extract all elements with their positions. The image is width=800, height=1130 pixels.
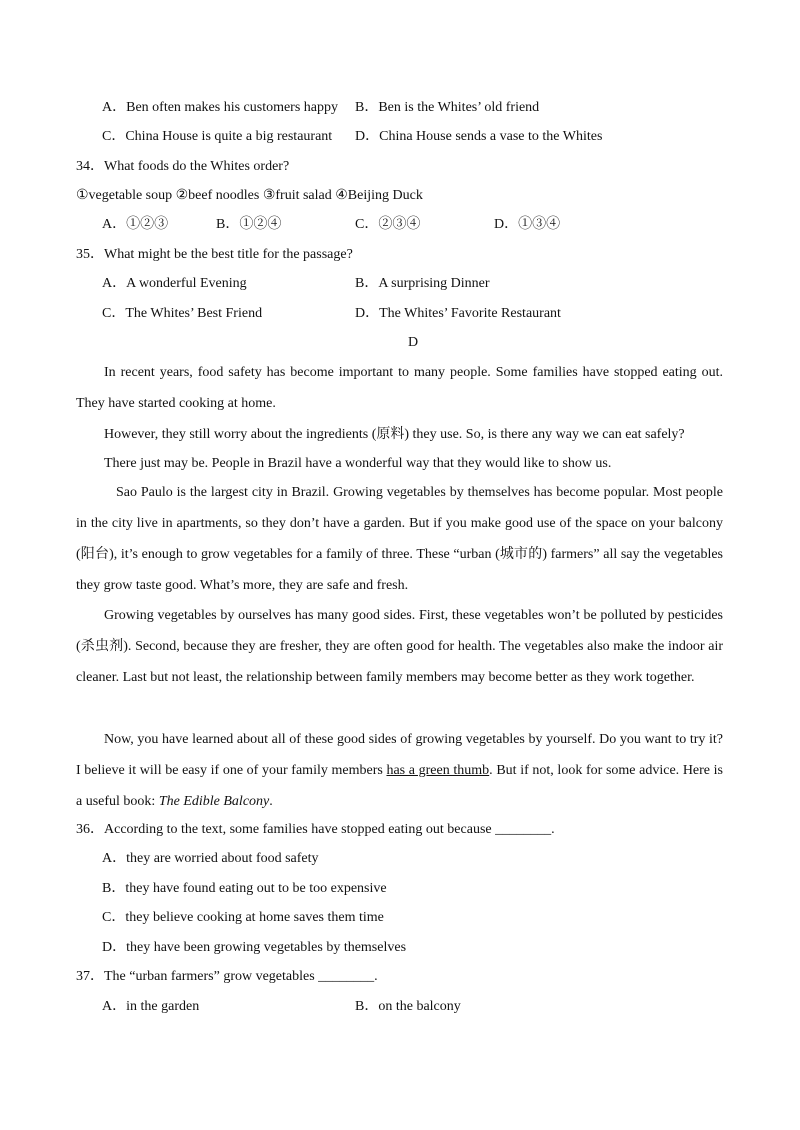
passage-paragraph-5: Growing vegetables by ourselves has many good sides. First, these vegetables won’t be polluted by pesticides (杀虫剂). Second, because they are fresher, they are often good for health. The vegetables also make the indoor air cleaner. Last but not least, the relationship between family members may become better as they work together. [76, 608, 723, 685]
q35-stem: 35．What might be the best title for the passage? [76, 247, 353, 262]
green-thumb-phrase: has a green thumb [386, 763, 490, 778]
passage-paragraph-2: However, they still worry about the ingredients (原料) they use. So, is there any way we can eat safely? [104, 427, 685, 442]
q36-option-a: A．they are worried about food safety [102, 851, 319, 866]
q33-option-c: C．China House is quite a big restaurant [102, 129, 333, 144]
passage-paragraph-1: In recent years, food safety has become important to many people. Some families have stopped eating out. They have started cooking at home. [76, 365, 723, 411]
q36-stem: 36．According to the text, some families have stopped eating out because ________. [76, 822, 555, 837]
q34-option-d: D．①③④ [494, 217, 561, 232]
q33-option-b: B．Ben is the Whites’ old friend [355, 100, 540, 115]
q34-stem: 34．What foods do the Whites order? [76, 159, 290, 174]
section-heading: D [407, 335, 419, 350]
q35-option-c: C．The Whites’ Best Friend [102, 306, 263, 321]
passage-paragraph-4: Sao Paulo is the largest city in Brazil. Growing vegetables by themselves has become popular. Most people in the city live in apartments, so they don’t have a garden. But if you make good use of the space on your balcony (阳台), it’s enough to grow vegetables for a family of three. These “urban (城市的) farmers” all say the vegetables they grow taste good. What’s more, they are safe and fresh. [76, 485, 723, 593]
book-title: The Edible Balcony [158, 794, 270, 809]
q36-option-b: B．they have found eating out to be too expensive [102, 881, 387, 896]
q35-option-d: D．The Whites’ Favorite Restaurant [355, 306, 561, 321]
q35-option-a: A．A wonderful Evening [102, 276, 247, 291]
q34-option-c: C．②③④ [355, 217, 421, 232]
q37-stem: 37．The “urban farmers” grow vegetables ________. [76, 969, 378, 984]
q37-option-a: A．in the garden [102, 999, 200, 1014]
q34-option-b: B．①②④ [216, 217, 282, 232]
q33-option-d: D．China House sends a vase to the Whites [355, 129, 603, 144]
q36-option-c: C．they believe cooking at home saves them time [102, 910, 384, 925]
q34-items: ①vegetable soup ②beef noodles ③fruit salad ④Beijing Duck [76, 188, 423, 203]
q34-option-a: A．①②③ [102, 217, 169, 232]
q33-option-a: A．Ben often makes his customers happy [102, 100, 339, 115]
passage-paragraph-6: Now, you have learned about all of these good sides of growing vegetables by yourself. Do you want to try it? I believe it will be easy if one of your family members has a green thumb. But if not, look for some advice. Here is a useful book: The Edible Balcony. [76, 732, 724, 809]
q35-option-b: B．A surprising Dinner [355, 276, 490, 291]
q37-option-b: B．on the balcony [355, 999, 461, 1014]
q36-option-d: D．they have been growing vegetables by themselves [102, 940, 407, 955]
passage-paragraph-3: There just may be. People in Brazil have a wonderful way that they would like to show us. [104, 456, 612, 471]
